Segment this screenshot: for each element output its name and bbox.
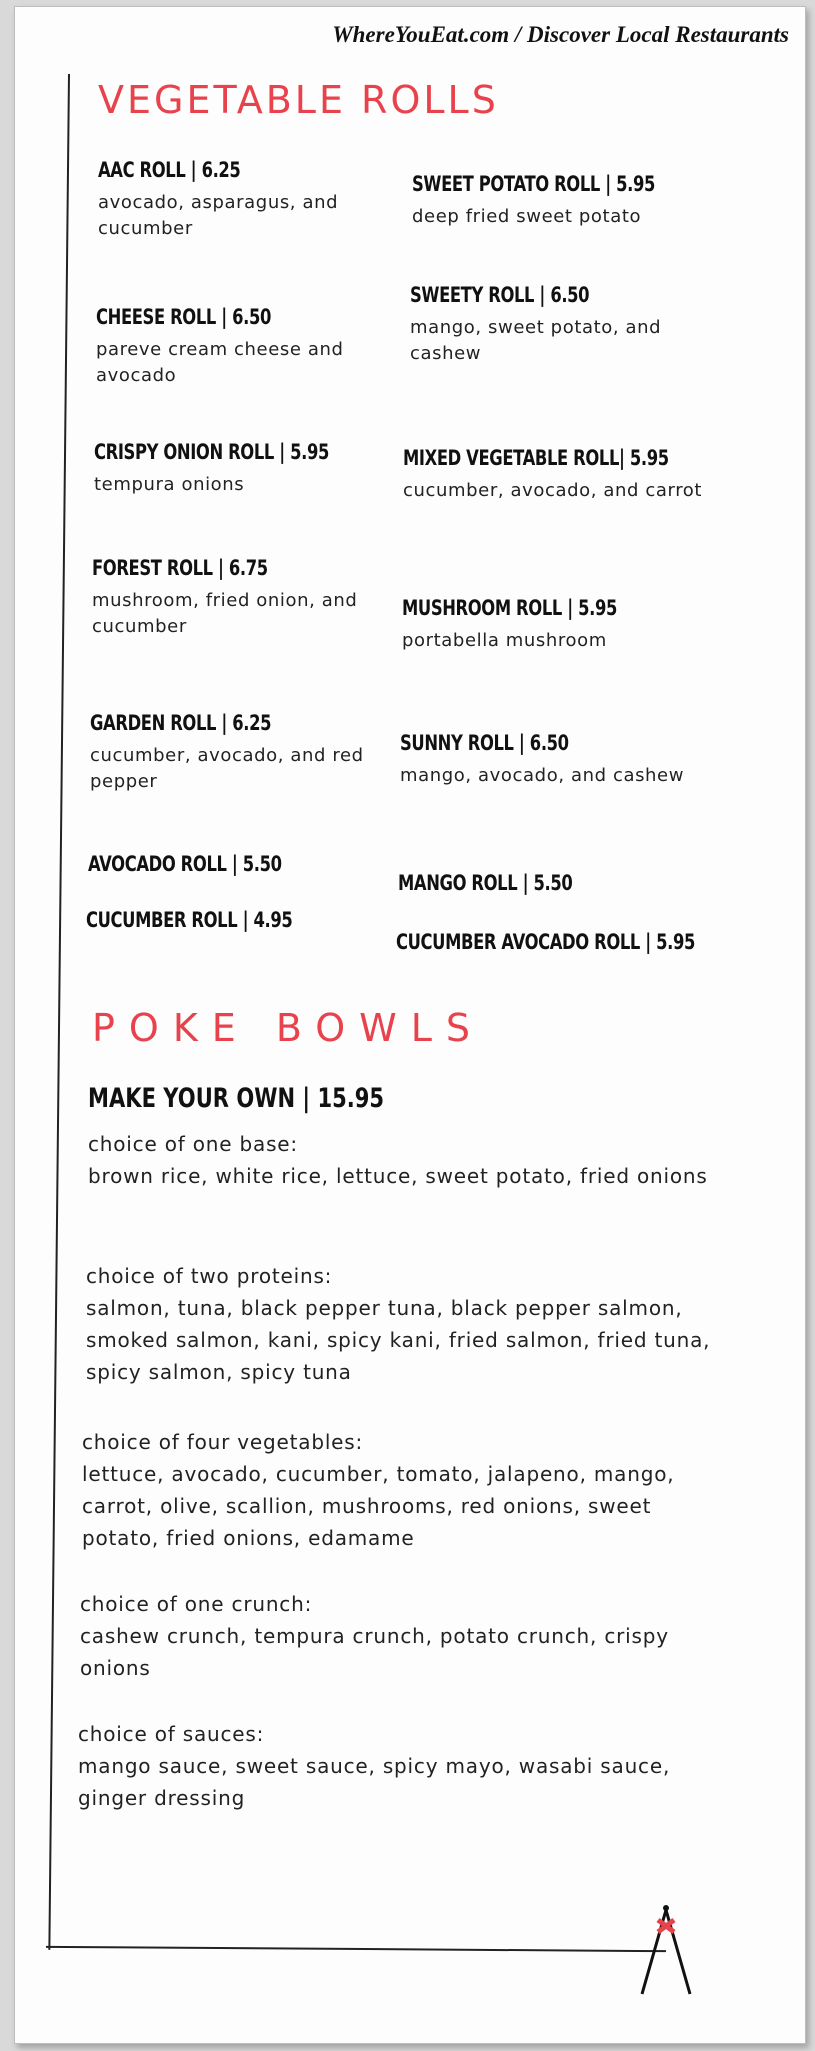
choice-label: choice of sauces: — [78, 1722, 265, 1746]
menu-item — [412, 172, 712, 230]
item-name: SWEETY ROLL | 6.50 — [410, 283, 590, 307]
choice-options: lettuce, avocado, cucumber, tomato, jalapeno, mango, carrot, olive, scallion, mushrooms, red onions, sweet potato, fried onions, edamame — [82, 1462, 675, 1550]
item-name: MANGO ROLL | 5.50 — [398, 871, 573, 895]
item-desc: avocado, asparagus, and cucumber — [98, 192, 339, 239]
choice-label: choice of one base: — [88, 1132, 298, 1156]
choice-label: choice of four vegetables: — [82, 1430, 364, 1454]
item-name: AAC ROLL | 6.25 — [98, 158, 241, 182]
item-desc: mango, sweet potato, and cashew — [410, 317, 662, 364]
item-desc: mushroom, fried onion, and cucumber — [92, 590, 358, 637]
item-name: MIXED VEGETABLE ROLL| 5.95 — [403, 446, 669, 470]
make-your-own-title: MAKE YOUR OWN | 15.95 — [88, 1083, 385, 1114]
item-name: CUCUMBER ROLL | 4.95 — [86, 908, 293, 932]
site-banner[interactable]: WhereYouEat.com / Discover Local Restaurants — [332, 22, 789, 47]
item-name: CRISPY ONION ROLL | 5.95 — [94, 440, 330, 464]
item-desc: cucumber, avocado, and carrot — [403, 480, 703, 501]
item-name: CHEESE ROLL | 6.50 — [96, 305, 272, 329]
choice-block — [86, 1260, 726, 1388]
menu-item — [410, 283, 710, 367]
vegetable-rolls-title: VEGETABLE ROLLS — [98, 78, 499, 122]
item-name: FOREST ROLL | 6.75 — [92, 556, 268, 580]
item-desc: cucumber, avocado, and red pepper — [90, 745, 364, 792]
menu-item — [398, 871, 698, 895]
menu-item — [90, 711, 390, 795]
menu-item — [396, 930, 696, 954]
choice-block — [80, 1588, 720, 1684]
item-name: MUSHROOM ROLL | 5.95 — [402, 596, 617, 620]
choice-options: salmon, tuna, black pepper tuna, black pepper salmon, smoked salmon, kani, spicy kani, fried salmon, fried tuna, spicy salmon, spicy tuna — [86, 1296, 711, 1384]
choice-label: choice of two proteins: — [86, 1264, 333, 1288]
menu-item — [403, 446, 703, 504]
item-name: GARDEN ROLL | 6.25 — [90, 711, 272, 735]
choice-block — [88, 1128, 728, 1192]
menu-item — [400, 731, 700, 789]
choice-options: brown rice, white rice, lettuce, sweet potato, fried onions — [88, 1164, 708, 1188]
choice-block — [78, 1718, 718, 1814]
item-name: SWEET POTATO ROLL | 5.95 — [412, 172, 656, 196]
menu-item — [96, 305, 396, 389]
menu-item — [92, 556, 392, 640]
choice-options: cashew crunch, tempura crunch, potato crunch, crispy onions — [80, 1624, 669, 1680]
item-desc: portabella mushroom — [402, 630, 607, 651]
chopsticks-logo-icon — [638, 1902, 694, 1998]
choice-options: mango sauce, sweet sauce, spicy mayo, wasabi sauce, ginger dressing — [78, 1754, 671, 1810]
poke-bowls-title: POKE BOWLS — [92, 1006, 485, 1050]
choice-label: choice of one crunch: — [80, 1592, 313, 1616]
menu-item — [402, 596, 702, 654]
menu-item — [98, 158, 398, 242]
menu-item — [94, 440, 394, 498]
menu-item — [86, 908, 386, 932]
item-name: CUCUMBER AVOCADO ROLL | 5.95 — [396, 930, 696, 954]
item-desc: deep fried sweet potato — [412, 206, 642, 227]
item-name: SUNNY ROLL | 6.50 — [400, 731, 569, 755]
choice-block — [82, 1426, 722, 1554]
item-desc: mango, avocado, and cashew — [400, 765, 685, 786]
menu-item — [88, 852, 388, 876]
item-desc: tempura onions — [94, 474, 245, 495]
item-name: AVOCADO ROLL | 5.50 — [88, 852, 282, 876]
item-desc: pareve cream cheese and avocado — [96, 339, 344, 386]
